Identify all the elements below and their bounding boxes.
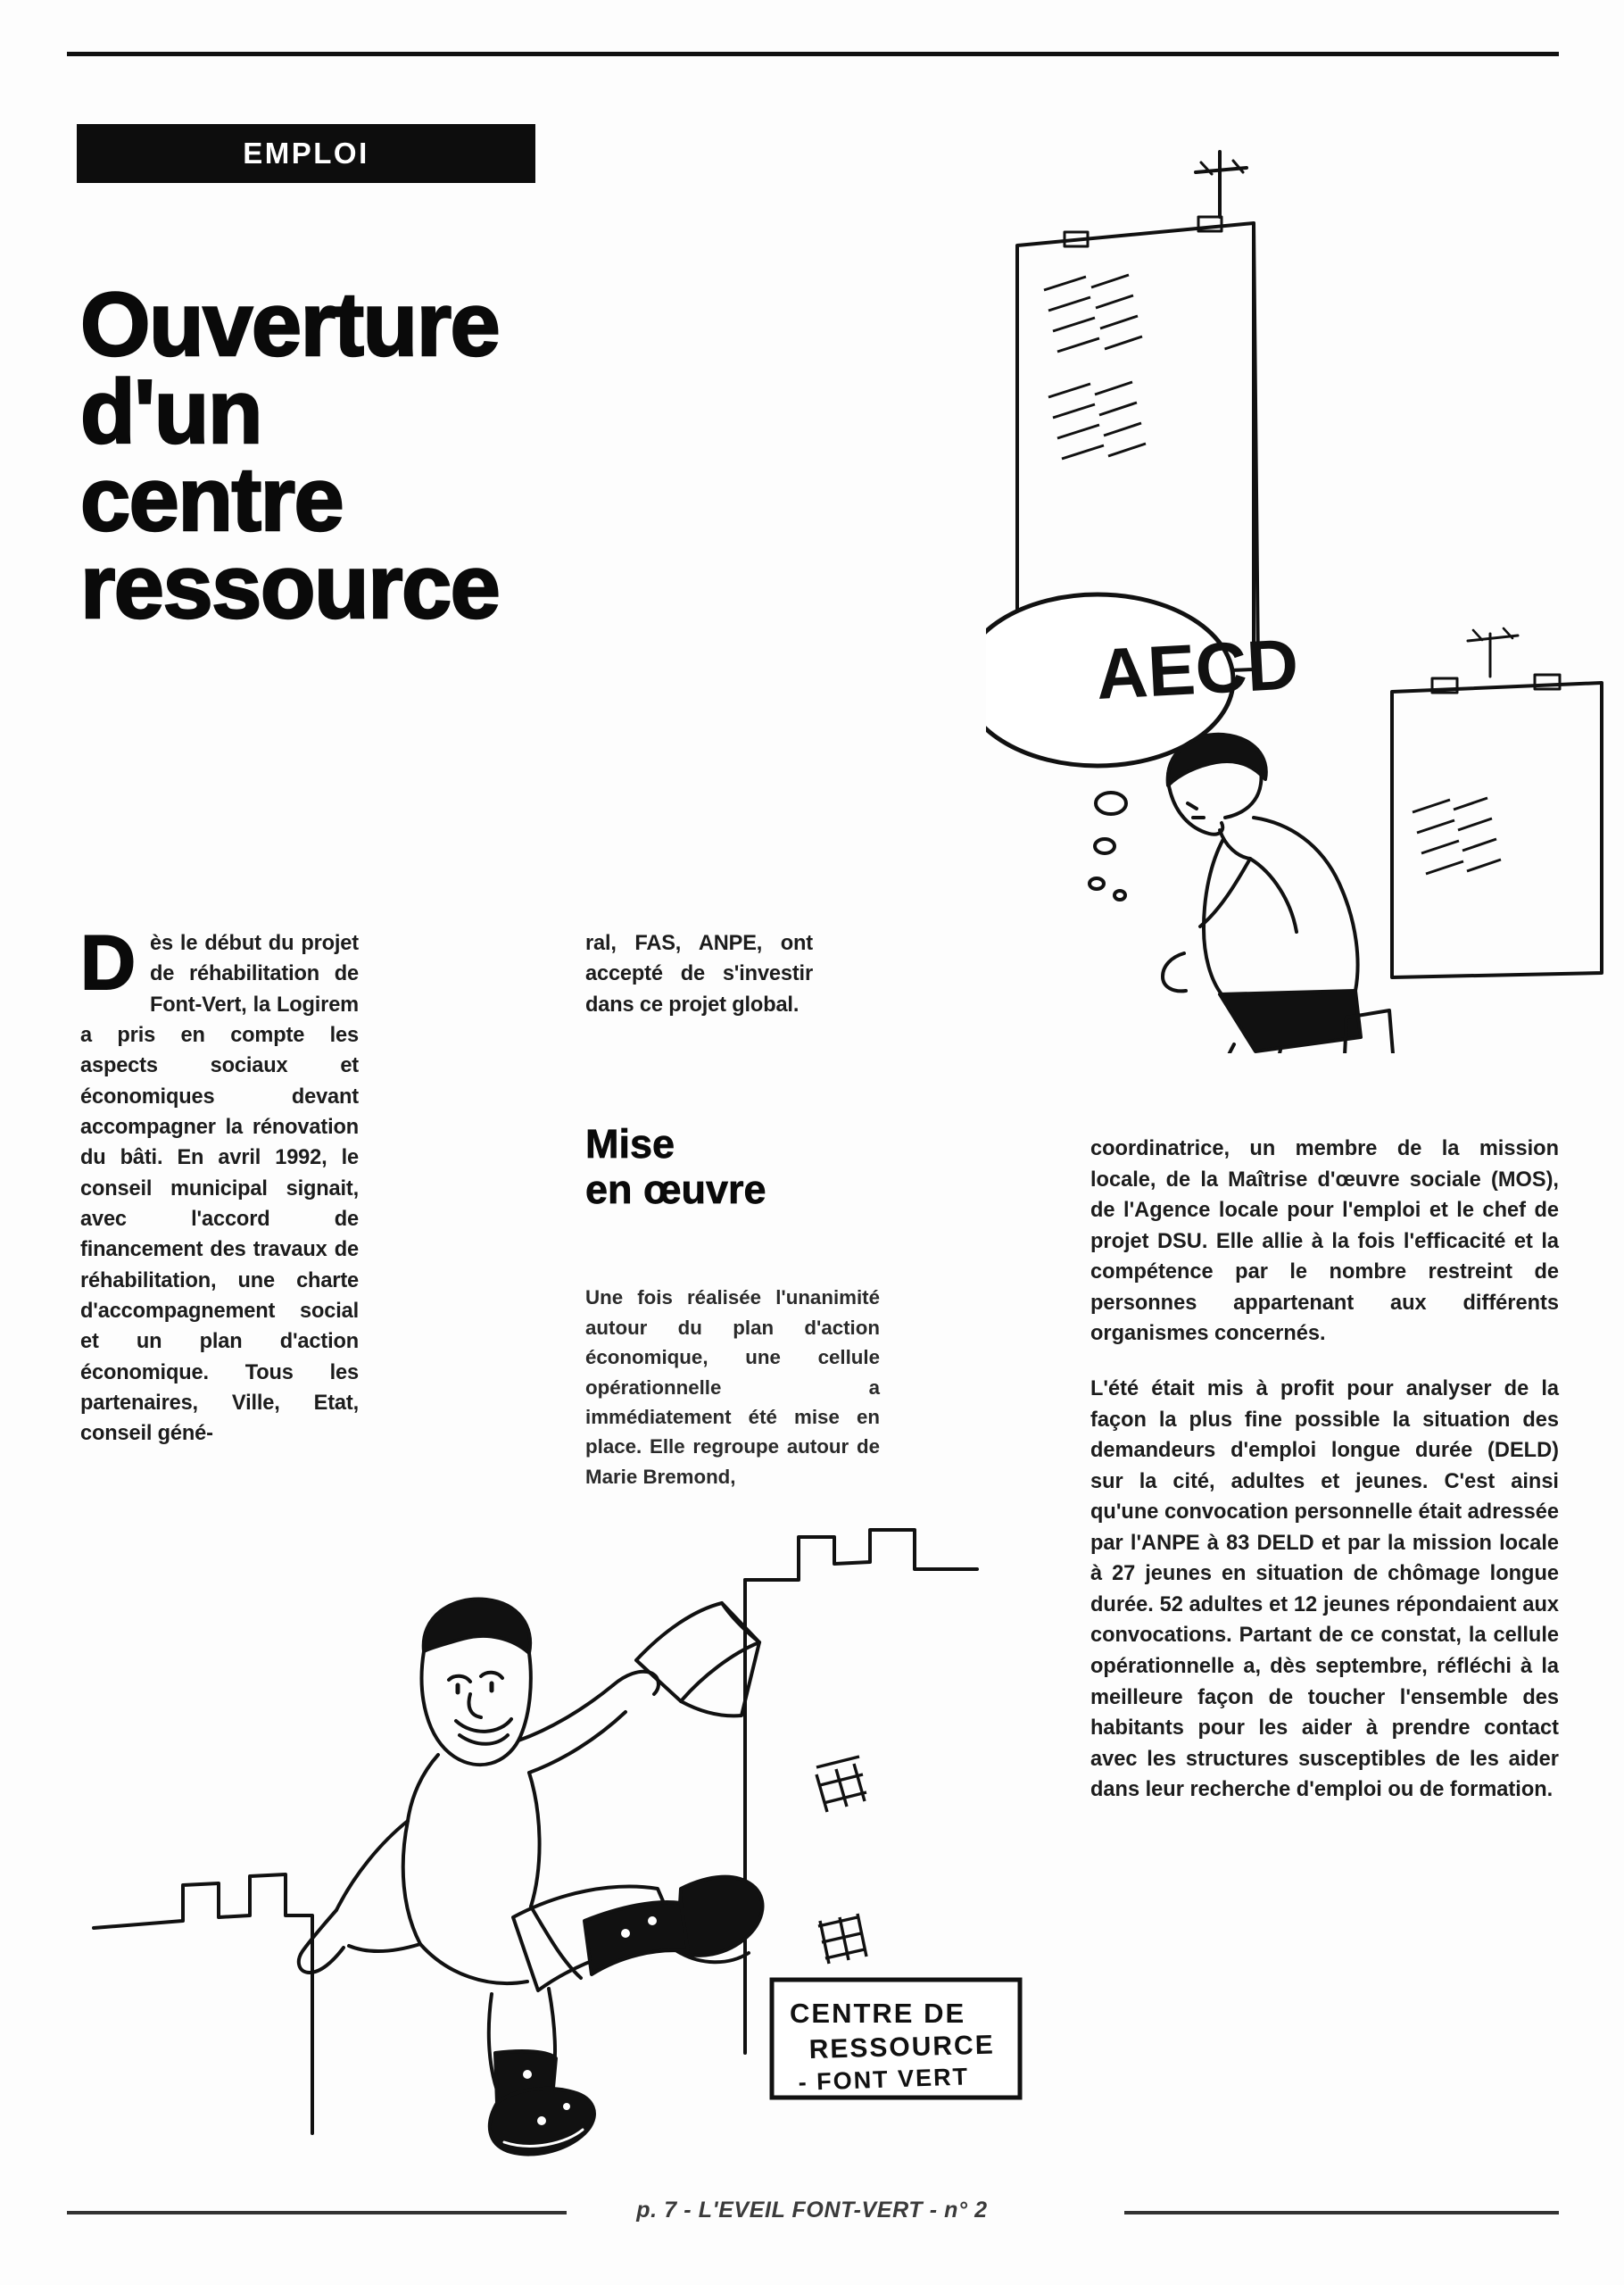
headline-line-2: d'un xyxy=(80,361,262,462)
thinking-man-drawing xyxy=(986,98,1611,1053)
col3-paragraph-2: L'été était mis à profit pour analyser de la façon la plus fine possible la situation des demandeurs d'emploi longue durée (DELD) sur la cité, adultes et jeunes. C'est ainsi qu'une convocation personnelle était adressée par l'ANPE à 83 DELD et par la mission locale à 27 jeunes en situation de chômage longue durée. 52 adultes et 12 jeunes répondaient aux convocations. Partant de ce constat, la cellule opérationnelle a, dès septembre, réfléchi à la meilleure façon de toucher l'ensemble des habitants pour les aider à prendre contact avec les structures susceptibles de les aider dans leur recherche d'emploi ou de formation. xyxy=(1090,1376,1559,1802)
col3-paragraph-1: coordinatrice, un membre de la mission locale, de la Maîtrise d'œuvre sociale (MOS), de l'Agence locale pour l'emploi et le chef de projet DSU. Elle allie à la fois l'efficacité et la compétence par le nombre restreint de personnes appartenant aux différents organismes concernés. xyxy=(1090,1137,1559,1346)
resource-centre-sign xyxy=(772,1980,1020,2098)
headline-line-1: Ouverture xyxy=(80,275,500,375)
top-rule xyxy=(67,52,1559,56)
col2-body-text: Une fois réalisée l'unanimité autour du plan d'action économique, une cellule opérationnelle a immédiatement été mise en place. Elle regroupe autour de Marie Bremond, xyxy=(585,1286,880,1488)
body-column-2 xyxy=(585,1263,880,1512)
subhead-line-1: Mise xyxy=(585,1121,675,1167)
drop-cap: D xyxy=(80,920,136,1006)
lead-paragraph xyxy=(80,920,359,1450)
headline-line-4: ressource xyxy=(80,536,500,637)
leaping-man-drawing xyxy=(85,1517,1031,2160)
thought-bubble-text: AECD xyxy=(1094,624,1301,714)
illustration-leaping-man xyxy=(85,1517,1031,2160)
page-footer: p. 7 - L'EVEIL FONT-VERT - n° 2 xyxy=(636,2198,988,2223)
section-kicker-emploi xyxy=(77,124,535,183)
headline-line-3: centre xyxy=(80,449,344,550)
body-column-2-top xyxy=(585,928,813,1020)
illustration-thinking-man xyxy=(986,98,1611,1053)
sign-line-1: CENTRE DE xyxy=(790,1998,966,2029)
col1-text: ès le début du projet de réhabilitation de Font-Vert, la Logirem a pris en compte les aspects sociaux et économiques devant accompagner la rénovation du bâti. En avril 1992, le conseil municipal signait, avec l'accord de financement des travaux de réhabilitation, une charte d'accompagnement social et un plan d'action économique. Tous les partenaires, Ville, Etat, conseil géné- xyxy=(80,932,359,1446)
body-column-1 xyxy=(80,920,359,1450)
sign-line-2: RESSOURCE xyxy=(808,2030,996,2065)
subhead-line-2: en œuvre xyxy=(585,1166,766,1212)
page-title xyxy=(80,275,830,637)
sign-line-3: - FONT VERT xyxy=(798,2063,970,2096)
col2-top-text: ral, FAS, ANPE, ont accepté de s'investir dans ce projet global. xyxy=(585,932,813,1017)
body-column-3 xyxy=(1090,1134,1559,1806)
kicker-label: EMPLOI xyxy=(243,137,369,170)
section-heading-mise-en-oeuvre xyxy=(585,1122,880,1213)
